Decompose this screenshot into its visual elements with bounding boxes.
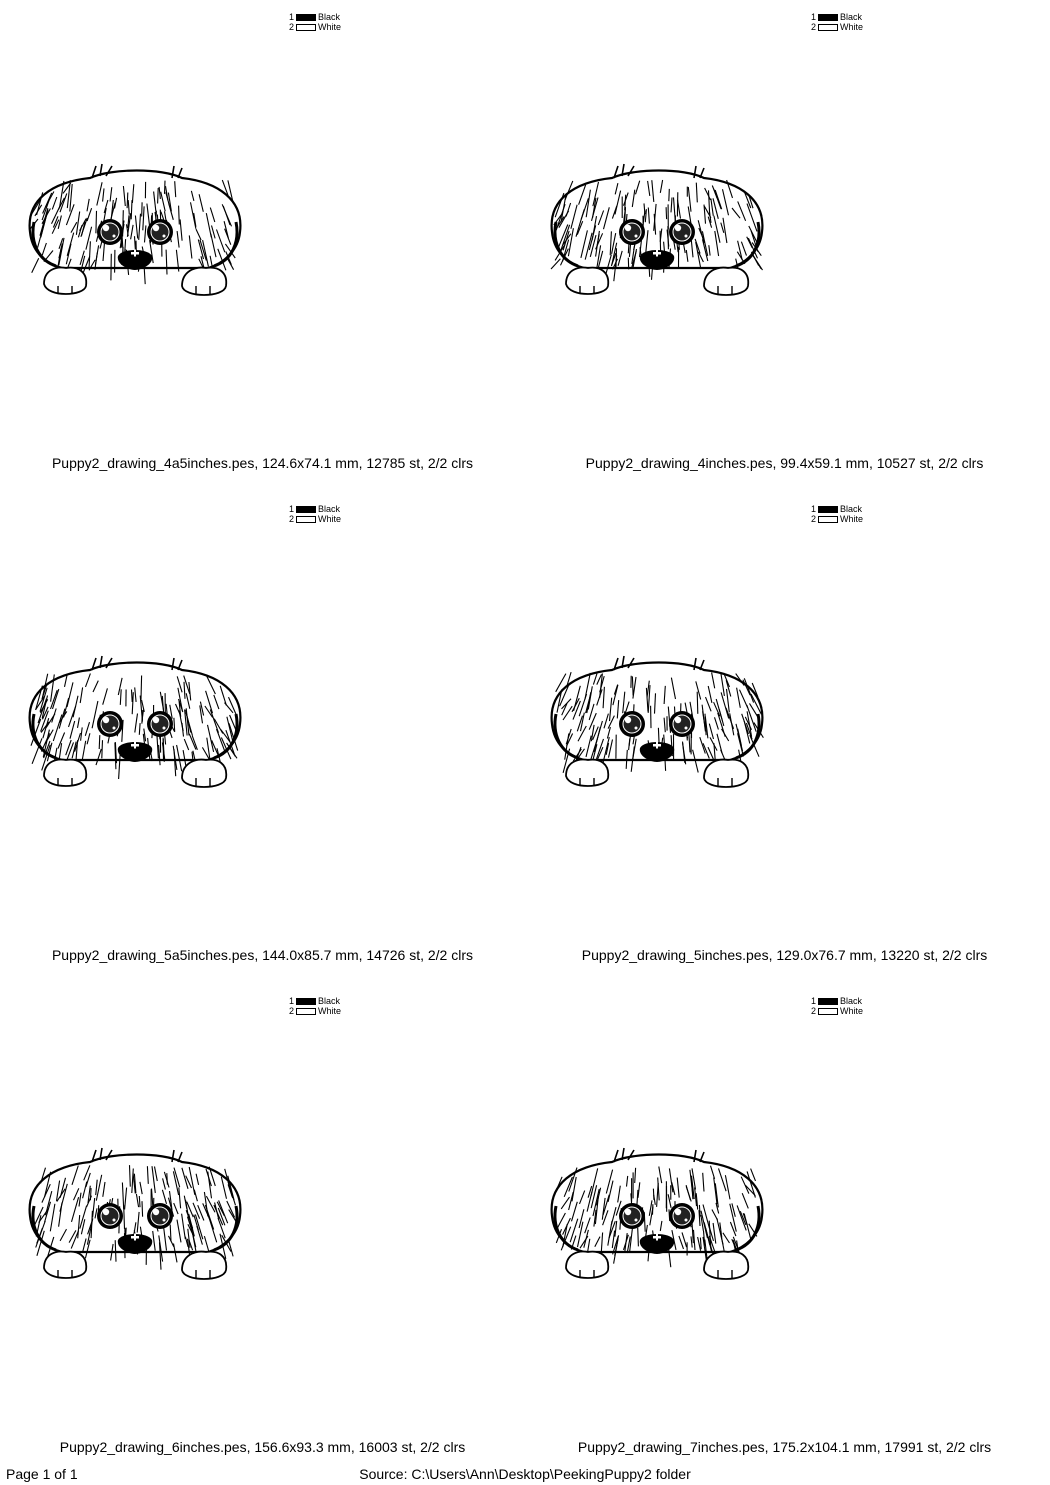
legend-number: 2 [288,1006,294,1016]
legend-color-name: Black [318,504,341,514]
legend-row [286,996,341,1006]
thread-color-legend [808,996,863,1016]
legend-number: 2 [810,514,816,524]
legend-color-name: White [840,22,864,32]
legend-row [808,12,863,22]
design-card [0,492,525,984]
design-caption: Puppy2_drawing_6inches.pes, 156.6x93.3 mm, 16003 st, 2/2 clrs [59,1439,466,1455]
color-swatch [818,14,838,21]
legend-number: 2 [288,22,294,32]
thread-color-legend [286,12,341,32]
puppy-design-preview [544,652,770,796]
color-swatch [296,14,316,21]
thread-color-legend [286,504,341,524]
legend-color-name: Black [840,12,863,22]
thread-color-legend [286,996,341,1016]
color-swatch [296,998,316,1005]
design-caption: Puppy2_drawing_7inches.pes, 175.2x104.1 mm, 17991 st, 2/2 clrs [577,1439,992,1455]
legend-row [808,996,863,1006]
legend-number: 1 [288,996,294,1006]
legend-row [286,1006,341,1016]
legend-number: 2 [810,22,816,32]
legend-number: 1 [810,996,816,1006]
legend-color-name: White [318,22,342,32]
legend-number: 1 [288,12,294,22]
legend-number: 1 [288,504,294,514]
puppy-design-preview [544,160,770,304]
puppy-design-preview [22,1144,248,1288]
design-card [522,0,1047,492]
legend-row [286,504,341,514]
legend-color-name: Black [318,996,341,1006]
legend-number: 2 [288,514,294,524]
source-path: Source: C:\Users\Ann\Desktop\PeekingPuppy2 folder [359,1466,691,1482]
design-card [0,0,525,492]
color-swatch [296,24,316,31]
legend-row [286,12,341,22]
legend-row [286,22,341,32]
color-swatch [296,516,316,523]
legend-row [808,504,863,514]
color-swatch [818,24,838,31]
legend-color-name: White [840,514,864,524]
color-swatch [818,998,838,1005]
legend-color-name: White [840,1006,864,1016]
legend-row [808,1006,863,1016]
design-card [522,984,1047,1476]
legend-row [808,22,863,32]
design-caption: Puppy2_drawing_5inches.pes, 129.0x76.7 mm, 13220 st, 2/2 clrs [581,947,988,963]
design-card [522,492,1047,984]
legend-color-name: White [318,1006,342,1016]
design-caption: Puppy2_drawing_5a5inches.pes, 144.0x85.7 mm, 14726 st, 2/2 clrs [51,947,474,963]
legend-color-name: Black [840,996,863,1006]
color-swatch [296,1008,316,1015]
color-swatch [818,506,838,513]
puppy-design-preview [544,1144,770,1288]
legend-color-name: Black [840,504,863,514]
thread-color-legend [808,504,863,524]
design-card [0,984,525,1476]
legend-number: 2 [810,1006,816,1016]
puppy-design-preview [22,160,248,304]
thread-color-legend [808,12,863,32]
color-swatch [296,506,316,513]
puppy-design-preview [22,652,248,796]
legend-color-name: White [318,514,342,524]
design-caption: Puppy2_drawing_4a5inches.pes, 124.6x74.1 mm, 12785 st, 2/2 clrs [51,455,474,471]
page-number: Page 1 of 1 [6,1466,78,1482]
color-swatch [818,516,838,523]
legend-number: 1 [810,504,816,514]
legend-row [286,514,341,524]
color-swatch [818,1008,838,1015]
legend-row [808,514,863,524]
legend-number: 1 [810,12,816,22]
design-caption: Puppy2_drawing_4inches.pes, 99.4x59.1 mm, 10527 st, 2/2 clrs [585,455,984,471]
legend-color-name: Black [318,12,341,22]
